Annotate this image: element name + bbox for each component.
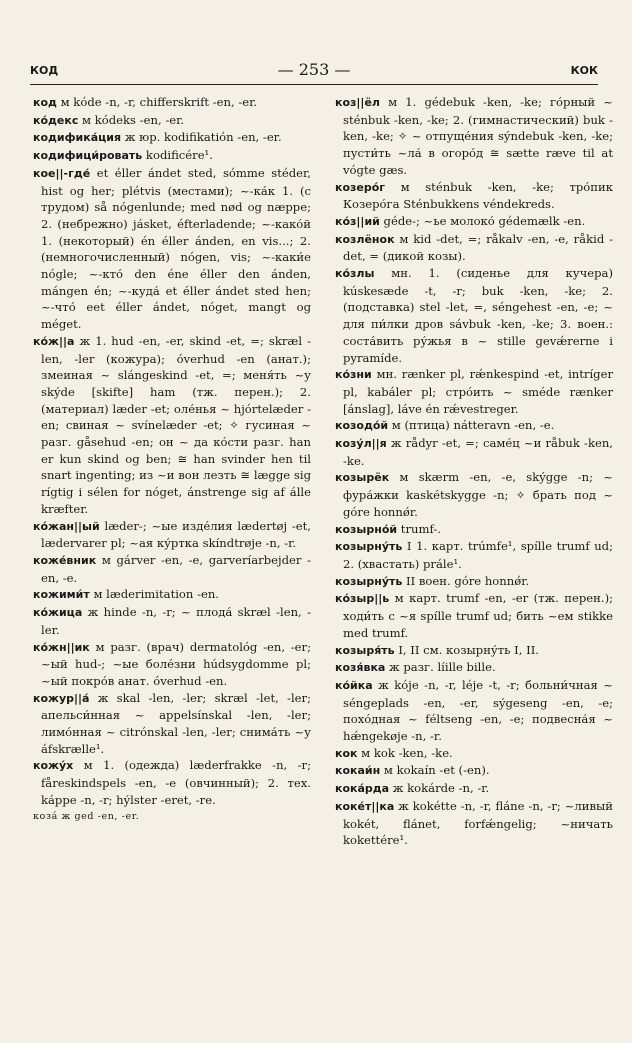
dictionary-entry <box>335 213 613 231</box>
entry-body: géde-; ~ье молоко́ gédemælk -en. <box>379 213 586 228</box>
page-header <box>30 60 598 82</box>
entry-headword: козыря́ть <box>335 643 395 657</box>
entry-headword: ко́з||ий <box>335 214 380 228</box>
dictionary-entry <box>335 538 613 572</box>
dictionary-entry <box>33 165 311 333</box>
dictionary-entry <box>33 94 311 112</box>
entry-body: ж hinde -n, -r; ~ плода́ skræl -len, -ler. <box>41 605 311 637</box>
right-guide-word: КОК <box>570 64 598 77</box>
entry-headword: ко́злы <box>335 267 375 281</box>
entry-headword: кодифика́ция <box>33 131 122 145</box>
dictionary-entry <box>335 677 613 745</box>
entry-headword: кок <box>335 746 358 760</box>
dictionary-entry <box>335 231 613 265</box>
dictionary-entry <box>335 179 613 213</box>
entry-headword: кожур||а́ <box>33 691 90 705</box>
entry-headword: коке́т||ка <box>335 799 395 813</box>
entry-body: læder-; ~ые изде́лия lædertøj -et, lædervarer pl; ~ая ку́ртка skíndtrøje -n, -r. <box>41 518 311 551</box>
header-rule <box>30 84 598 85</box>
entry-headword: коз||ёл <box>335 96 380 109</box>
entry-headword: козырну́ть <box>335 540 403 554</box>
entry-body: м kok -ken, -ke. <box>357 745 453 760</box>
entry-headword: кожу́х <box>33 759 74 773</box>
entry-headword: ко́жица <box>33 606 83 620</box>
entry-headword: козырёк <box>335 471 390 485</box>
entry-headword: ко́ж||а <box>33 334 75 348</box>
entry-headword: коже́вник <box>33 553 97 567</box>
entry-headword: кокаи́н <box>335 764 381 778</box>
entry-body: I 1. карт. trúmfe¹, spílle trumf ud; 2. (хвастать) prále¹. <box>343 539 613 571</box>
entry-body: ж 1. hud -en, -er, skind -et, =; skræl -len, -ler (кожура); óverhud -en (анат.); змеиная ~ slángeskind -et, =; меня́ть ~у skýde [skifte] ham (тж. перен.); 2. (материал) læder -et; оле́нья ~ hjórtelæder -en; свиная ~ svínelæder -et; ✧ гусиная ~ разг. gåsehud -en; он ~ да ко́сти разг. han er kun skind og ben; ≅ han svinder hen til snart ingenting; из ~и вон лезть ≅ lægge sig rígtig i sélen for nóget, ánstrenge sig af álle kræfter. <box>41 333 311 516</box>
entry-body: мн. rænker pl, rǽnkespind -et, intríger pl, kabáler pl; стро́ить ~ sméde rænker [ánslag], láve én rǽvestreger. <box>343 367 613 416</box>
entry-body: II воен. góre honnǿr. <box>402 573 530 588</box>
dictionary-entry <box>335 590 613 641</box>
dictionary-entry <box>33 112 311 130</box>
entry-body: м разг. (врач) dermatológ -en, -er; ~ый hud-; ~ые боле́зни húdsygdomme pl; ~ый покро́в анат. óverhud -en. <box>41 639 311 688</box>
entry-body: ж rådyr -et, =; саме́ц ~и råbuk -ken, -ke. <box>343 436 613 468</box>
entry-headword: ко́зыр||ь <box>335 592 390 606</box>
entry-body: м 1. gédebuk -ken, -ke; го́рный ~ sténbuk -ken, -ke; 2. (гимнастический) buk -ken, -ke; ✧ ~ отпуще́ния sýndebuk -ken, -ke; пусти́ть ~ла́ в огоро́д ≅ sætte ræve til at vógte gæs. <box>343 95 613 177</box>
dictionary-entry <box>335 265 613 366</box>
right-column <box>335 94 613 849</box>
entry-headword: козырно́й <box>335 522 398 536</box>
dictionary-entry <box>335 366 613 417</box>
entry-body: ж skal -len, -ler; skræl -let, -ler; апельси́нная ~ appelsínskal -len, -ler; лимо́нная ~ citrónskal -len, -ler; снима́ть ~у áfskrælle¹. <box>41 690 311 756</box>
entry-body: ж kokétte -n, -r, flánе -n, -r; ~ливый kokét, flánet, forfǽngelig; ~ничать kokettére¹. <box>343 798 613 848</box>
dictionary-entry <box>335 573 613 591</box>
entry-headword: кое||-где́ <box>33 166 91 180</box>
dictionary-entry <box>33 129 311 147</box>
entry-headword: ко́жн||ик <box>33 640 90 654</box>
dictionary-entry <box>33 333 311 518</box>
entry-body: м карт. trumf -en, -er (тж. перен.); ходи́ть с ~я spílle trumf ud; бить ~ем stikke med trumf. <box>343 591 613 640</box>
entry-body: м (птица) nátteravn -en, -e. <box>388 418 555 433</box>
entry-body: м kódeks -en, -er. <box>78 112 185 127</box>
dictionary-entry <box>33 147 311 165</box>
dictionary-entry <box>33 552 311 586</box>
left-guide-word: КОД <box>30 64 59 77</box>
entry-headword: козя́вка <box>335 661 386 675</box>
entry-headword: кока́рда <box>335 782 390 796</box>
entry-headword: козу́л||я <box>335 437 387 451</box>
dictionary-entry <box>335 642 613 660</box>
entry-body: мн. 1. (сиденье для кучера) kúskesæde -t, -r; buk -ken, -ke; 2. (подставка) stel -let, =, séngehest -en, -e; ~ для пи́лки дров sávbuk -ken, -ke; 3. воен.: соста́вить ру́жья в ~ stille gevǽrerne i pyramíde. <box>343 266 613 365</box>
entry-headword: ко́жан||ый <box>33 519 100 533</box>
entry-headword: кодифици́ровать <box>33 149 143 163</box>
dictionary-entry <box>335 659 613 677</box>
entry-body: м kid -det, =; råkalv -en, -e, råkid -det, = (дикой козы). <box>343 231 613 264</box>
dictionary-entry <box>335 469 613 520</box>
dictionary-entry <box>33 757 311 808</box>
entry-headword: козодо́й <box>335 419 389 433</box>
dictionary-entry <box>33 690 311 758</box>
entry-headword: ко́декс <box>33 113 79 127</box>
entry-body: ж kóje -n, -r, léje -t, -r; больни́чная ~ séngeplads -en, -er, sýgeseng -en, -e; похо́дная ~ féltseng -en, -e; подвесна́я ~ hǽngekøje -n, -r. <box>343 677 613 744</box>
entry-body: ж kokárde -n, -r. <box>389 781 490 796</box>
entry-headword: ко́йка <box>335 678 373 692</box>
entry-body: ж юр. kodifikatión -en, -er. <box>121 130 282 145</box>
entry-headword: код <box>33 96 57 109</box>
entry-body: м 1. (одежда) læderfrakke -n, -r; fåreskindspels -en, -e (овчинный); 2. тех. káppe -n, -r; hýlster -eret, -re. <box>41 758 311 807</box>
entry-headword: козеро́г <box>335 180 386 194</box>
entry-headword: кожими́т <box>33 588 90 602</box>
entry-body: м gárver -en, -e, garveríarbejder -en, -e. <box>41 552 311 585</box>
entry-body: I, II см. козырну́ть I, II. <box>394 642 539 657</box>
entry-body: trumf-. <box>397 521 441 536</box>
entry-body: м skærm -en, -e, skýgge -n; ~ фура́жки kaskétskygge -n; ✧ брать под ~ góre honnǿr. <box>343 470 613 519</box>
entry-body: м sténbuk -ken, -ke; тро́пик Козеро́га Sténbukkens véndekreds. <box>343 179 613 212</box>
dictionary-entry <box>335 417 613 435</box>
dictionary-entry <box>335 745 613 763</box>
dictionary-entry <box>335 780 613 798</box>
entry-body: ж разг. líille bille. <box>385 660 496 675</box>
entry-body: et éller ándet sted, sómme stéder, hist og her; plétvis (местами); ~-ка́к 1. (с трудом) så nógenlunde; med nød og næppe; 2. (небрежно) jásket, éfterladende; ~-како́й 1. (некоторый) én éller ánden, en vis...; 2. (немногочисленный) nógen, vis; ~-каки́е nógle; ~-кто́ den éne éller den ánden, mángen én; ~-куда́ et éller ándet sted hen; ~-что́ eet éller ándet, nóget, mangt og méget. <box>41 165 311 332</box>
page-number: — 253 — <box>277 60 351 79</box>
entry-headword: козлёнок <box>335 232 395 246</box>
continuation-footnote: коза́ ж ged -en, -er. <box>33 810 140 822</box>
dictionary-entry <box>335 521 613 539</box>
left-column <box>33 94 311 825</box>
dictionary-entry <box>33 639 311 690</box>
entry-body: м læderimitation -en. <box>89 587 219 602</box>
dictionary-entry <box>335 762 613 780</box>
entry-headword: ко́зни <box>335 368 372 382</box>
entry-body: kodificére¹. <box>142 148 213 163</box>
dictionary-entry <box>33 586 311 604</box>
dictionary-entry <box>335 435 613 469</box>
entry-body: м kokaín -et (-en). <box>380 763 490 778</box>
entry-body: м kóde -n, -r, chifferskrift -en, -er. <box>56 95 258 109</box>
entry-headword: козырну́ть <box>335 574 403 588</box>
dictionary-entry <box>335 94 613 179</box>
dictionary-entry <box>33 518 311 552</box>
dictionary-entry <box>335 798 613 849</box>
dictionary-entry <box>33 604 311 638</box>
